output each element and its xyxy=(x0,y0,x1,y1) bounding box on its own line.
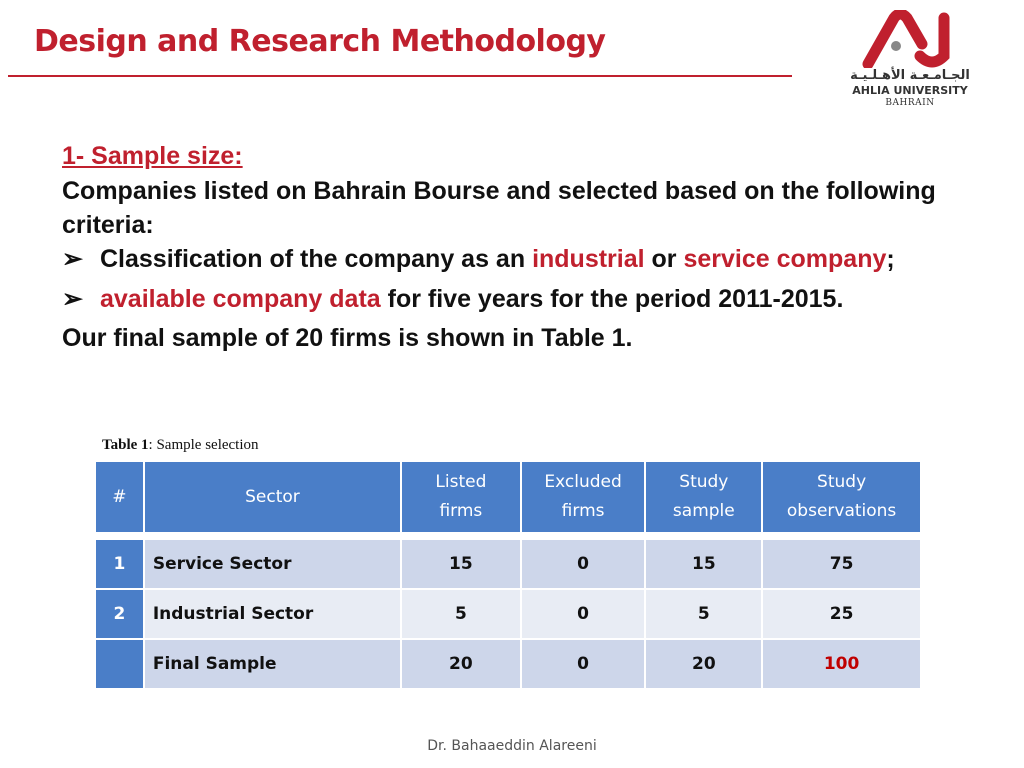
table-row xyxy=(95,589,921,639)
industrial-highlight: industrial xyxy=(532,245,645,273)
row-sample: 20 xyxy=(645,639,762,689)
table-row xyxy=(95,539,921,589)
row-observations-total: 100 xyxy=(762,639,921,689)
row-number xyxy=(95,639,144,689)
row-sector: Service Sector xyxy=(144,539,401,589)
table-caption xyxy=(102,437,259,454)
bullet1-or: or xyxy=(644,245,684,273)
row-listed: 5 xyxy=(401,589,521,639)
header-sector: Sector xyxy=(144,461,401,533)
caption-text: : Sample selection xyxy=(148,437,259,453)
header-observations: Study observations xyxy=(762,461,921,533)
row-observations: 75 xyxy=(762,539,921,589)
table-row xyxy=(95,639,921,689)
table-header-row xyxy=(95,461,921,533)
header-sample: Study sample xyxy=(645,461,762,533)
data-highlight: available company data xyxy=(100,285,381,313)
arrow-bullet-icon: ➢ xyxy=(62,285,83,313)
arrow-bullet-icon: ➢ xyxy=(62,245,83,273)
header-excluded: Excluded firms xyxy=(521,461,646,533)
bullet2-text: for five years for the period 2011-2015. xyxy=(380,285,844,313)
caption-label: Table 1 xyxy=(102,437,149,453)
logo-english-name: AHLIA UNIVERSITY xyxy=(852,84,968,97)
ahlia-logo-icon xyxy=(860,10,960,68)
slide-body xyxy=(62,138,962,356)
criteria-bullet-2 xyxy=(62,282,962,316)
row-number: 2 xyxy=(95,589,144,639)
row-sector: Final Sample xyxy=(144,639,401,689)
conclusion-text: Our final sample of 20 firms is shown in Table 1. xyxy=(62,324,633,352)
bullet1-end: ; xyxy=(886,245,895,273)
row-sample: 5 xyxy=(645,589,762,639)
row-excluded: 0 xyxy=(521,589,646,639)
logo-country: BAHRAIN xyxy=(885,98,935,108)
slide-footer: Dr. Bahaaeddin Alareeni xyxy=(427,738,597,754)
intro-text: Companies listed on Bahrain Bourse and selected based on the following criteria: xyxy=(62,177,936,239)
header-listed: Listed firms xyxy=(401,461,521,533)
row-excluded: 0 xyxy=(521,539,646,589)
sample-selection-table xyxy=(94,460,922,690)
row-sector: Industrial Sector xyxy=(144,589,401,639)
row-number: 1 xyxy=(95,539,144,589)
logo-arabic-name: الجـامـعـة الأهـلـيـة xyxy=(850,68,970,83)
header-number: # xyxy=(95,461,144,533)
title-underline xyxy=(8,75,792,77)
row-sample: 15 xyxy=(645,539,762,589)
row-listed: 20 xyxy=(401,639,521,689)
bullet1-text: Classification of the company as an xyxy=(100,245,533,273)
service-highlight: service company xyxy=(683,245,887,273)
row-listed: 15 xyxy=(401,539,521,589)
criteria-bullet-1 xyxy=(62,242,962,276)
row-excluded: 0 xyxy=(521,639,646,689)
section-heading: 1- Sample size: xyxy=(62,142,243,170)
university-logo xyxy=(830,10,990,120)
row-observations: 25 xyxy=(762,589,921,639)
slide-title: Design and Research Methodology xyxy=(34,24,606,59)
